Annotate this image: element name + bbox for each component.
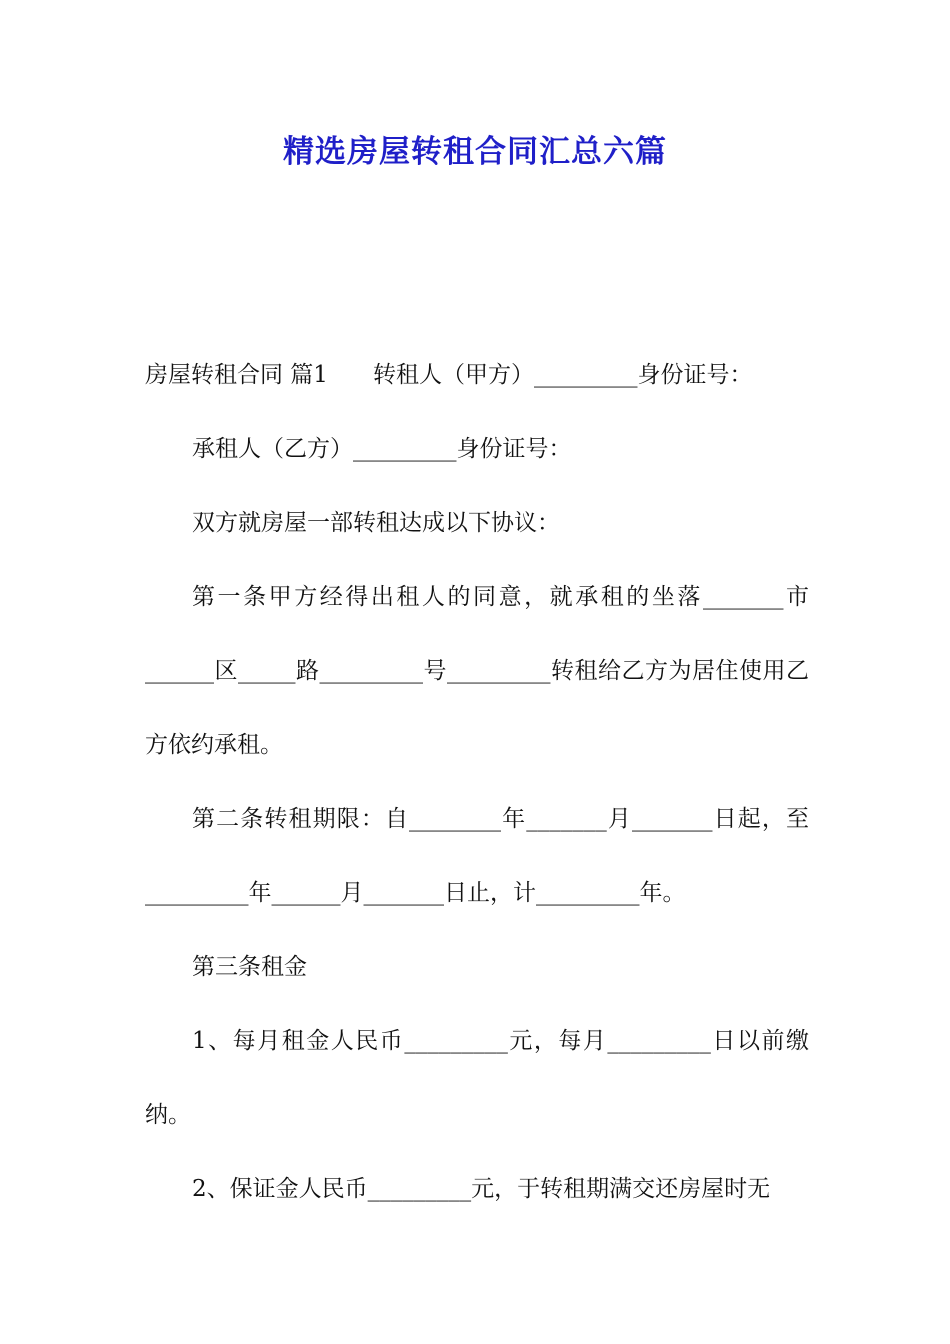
paragraph: 双方就房屋一部转租达成以下协议： bbox=[192, 510, 560, 536]
paragraph-header bbox=[145, 338, 809, 412]
paragraph: 第一条甲方经得出租人的同意，就承租的坐落_______市______区_____路_________号_________转租给乙方为居住使用乙方依约承租。 bbox=[145, 584, 809, 758]
paragraph: 第三条租金 bbox=[192, 954, 307, 980]
paragraph-text: 转租人（甲方）_________身份证号： bbox=[372, 362, 753, 388]
paragraph: 第二条转租期限：自________年_______月_______日起，至_________年______月_______日止，计_________年。 bbox=[145, 806, 809, 906]
document-title: 精选房屋转租合同汇总六篇 bbox=[283, 134, 667, 170]
paragraph: 承租人（乙方）_________身份证号： bbox=[192, 436, 572, 462]
paragraph: 2、保证金人民币_________元，于转租期满交还房屋时无 bbox=[192, 1176, 771, 1202]
section-heading: 房屋转租合同 篇1 bbox=[145, 362, 328, 388]
paragraph: 1、每月租金人民币_________元，每月_________日以前缴纳。 bbox=[145, 1028, 809, 1128]
document-body bbox=[145, 338, 809, 1226]
